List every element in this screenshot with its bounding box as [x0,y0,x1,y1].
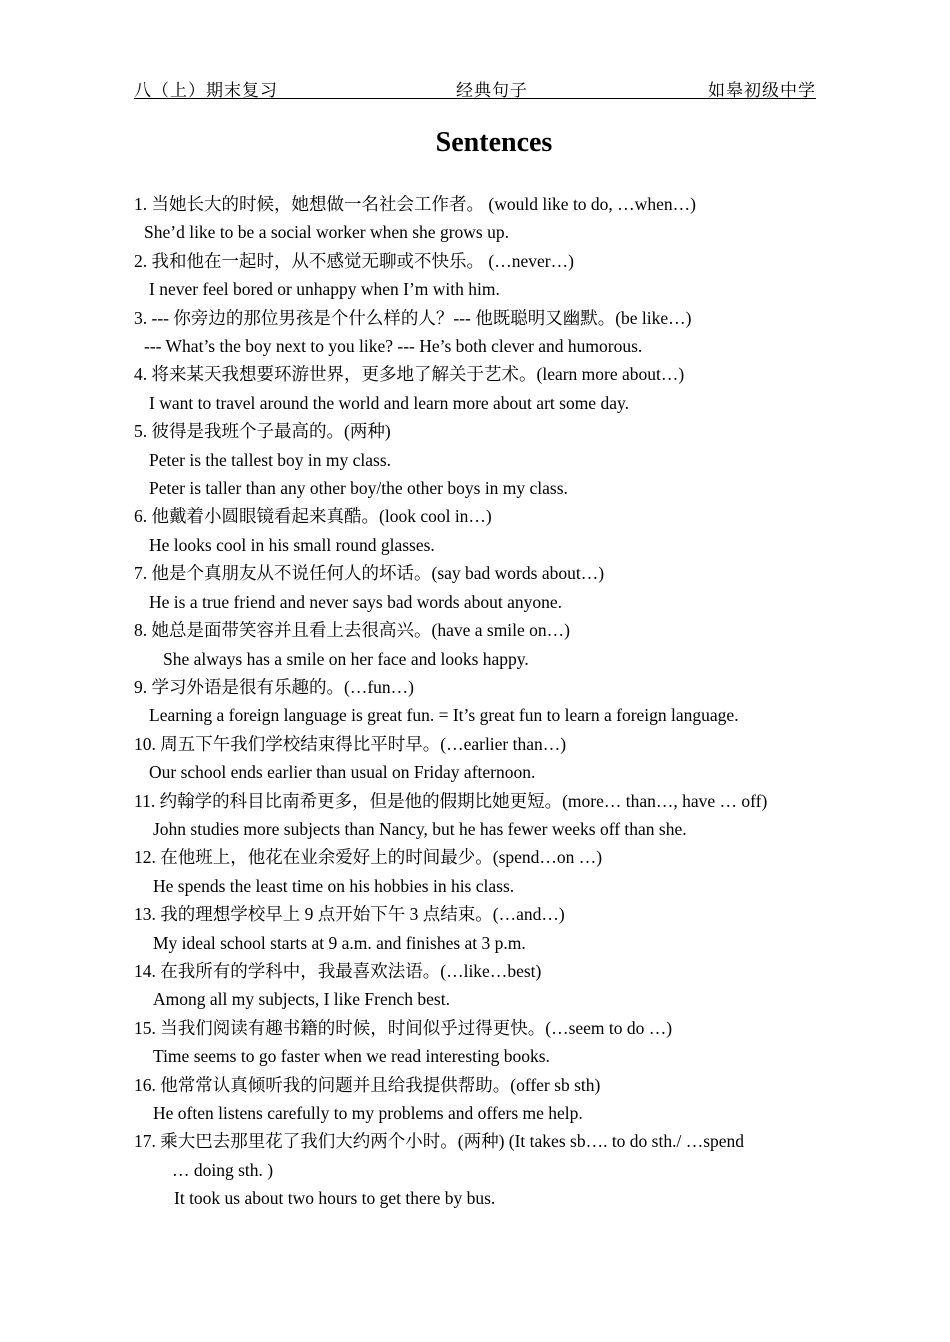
question-3: 3. --- 你旁边的那位男孩是个什么样的人？--- 他既聪明又幽默。(be like…) [134,307,692,328]
answer-3: --- What’s the boy next to you like? --- He’s both clever and humorous. [144,336,643,357]
question-11: 11. 约翰学的科目比南希更多，但是他的假期比她更短。(more… than…, have … off) [134,790,768,811]
answer-9: Learning a foreign language is great fun. = It’s great fun to learn a foreign language. [149,705,739,726]
question-7: 7. 他是个真朋友从不说任何人的坏话。(say bad words about…) [134,563,605,584]
question-6: 6. 他戴着小圆眼镜看起来真酷。(look cool in…) [134,506,492,527]
answer-10: Our school ends earlier than usual on Friday afternoon. [149,762,536,783]
answer-5b: Peter is taller than any other boy/the other boys in my class. [149,478,568,499]
page-header [134,76,816,99]
answer-17: It took us about two hours to get there by bus. [174,1188,496,1209]
answer-16: He often listens carefully to my problems and offers me help. [153,1103,583,1123]
answer-12: He spends the least time on his hobbies in his class. [153,875,515,896]
answer-13: My ideal school starts at 9 a.m. and finishes at 3 p.m. [153,932,526,953]
question-2: 2. 我和他在一起时，从不感觉无聊或不快乐。 (…never…) [134,250,574,271]
question-5: 5. 彼得是我班个子最高的。(两种) [134,421,391,442]
sentence-list [134,190,824,1213]
question-17-cont: … doing sth. ) [172,1159,274,1180]
question-8: 8. 她总是面带笑容并且看上去很高兴。(have a smile on…) [134,620,570,641]
page-title: Sentences [435,127,553,158]
header-right: 如皋初级中学 [708,81,816,100]
question-12: 12. 在他班上，他花在业余爱好上的时间最少。(spend…on …) [134,847,603,868]
header-left: 八（上）期末复习 [134,81,278,100]
question-16: 16. 他常常认真倾听我的问题并且给我提供帮助。(offer sb sth) [134,1074,601,1095]
question-1: 1. 当她长大的时候，她想做一名社会工作者。 (would like to do, …when…) [134,194,696,214]
answer-14: Among all my subjects, I like French best. [153,989,450,1010]
question-4: 4. 将来某天我想要环游世界，更多地了解关于艺术。(learn more about…) [134,364,685,385]
question-10: 10. 周五下午我们学校结束得比平时早。(…earlier than…) [134,733,567,754]
question-15: 15. 当我们阅读有趣书籍的时候，时间似乎过得更快。(…seem to do …) [134,1017,673,1038]
answer-8: She always has a smile on her face and looks happy. [163,648,529,669]
answer-7: He is a true friend and never says bad words about anyone. [149,591,563,612]
answer-6: He looks cool in his small round glasses. [149,534,435,555]
question-9: 9. 学习外语是很有乐趣的。(…fun…) [134,676,414,697]
answer-2: I never feel bored or unhappy when I’m with him. [149,279,500,300]
question-14: 14. 在我所有的学科中，我最喜欢法语。(…like…best) [134,960,542,981]
answer-1: She’d like to be a social worker when she grows up. [144,222,509,243]
header-center: 经典句子 [456,81,528,100]
answer-4: I want to travel around the world and learn more about art some day. [149,392,629,413]
answer-15: Time seems to go faster when we read interesting books. [153,1046,550,1067]
question-13: 13. 我的理想学校早上 9 点开始下午 3 点结束。(…and…) [134,904,565,925]
answer-11: John studies more subjects than Nancy, but he has fewer weeks off than she. [153,818,687,839]
answer-5a: Peter is the tallest boy in my class. [149,449,392,470]
question-17: 17. 乘大巴去那里花了我们大约两个小时。(两种) (It takes sb…. to do sth./ …spend [134,1131,745,1152]
